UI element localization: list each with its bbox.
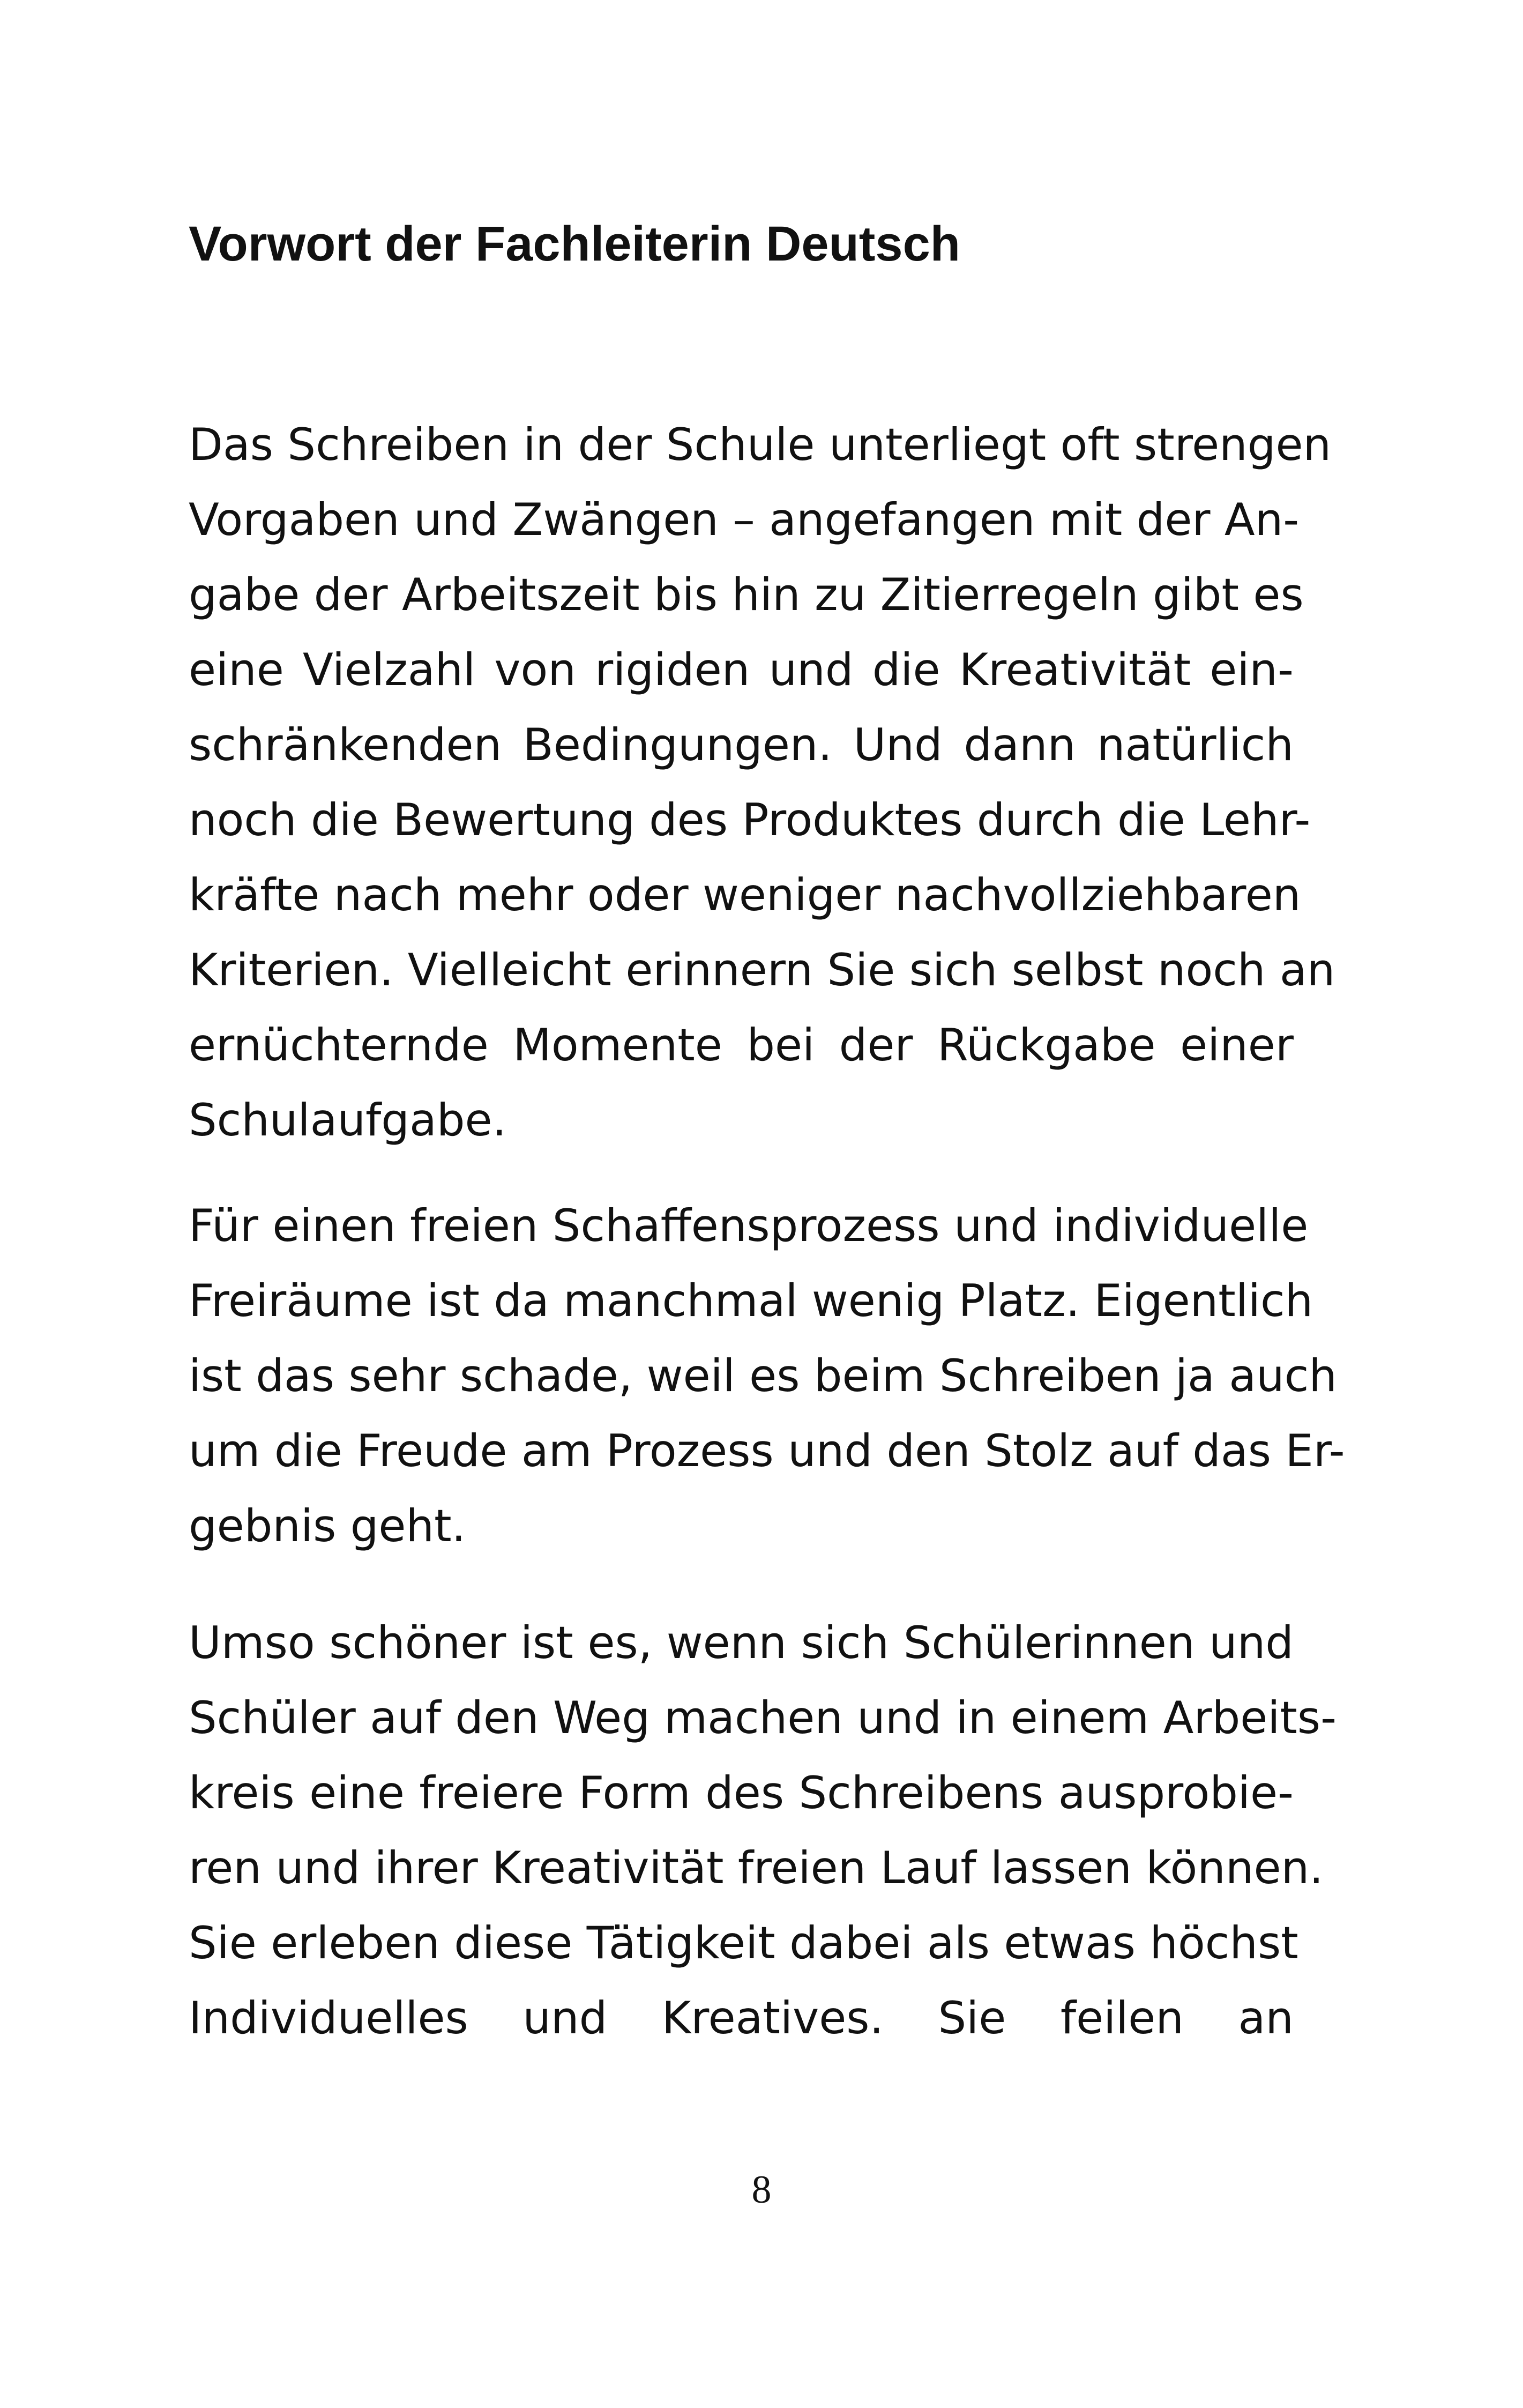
text-line: Vorgaben und Zwängen – angefangen mit der An-	[189, 494, 1300, 546]
text-line: Schüler auf den Weg machen und in einem Arbeits-	[189, 1692, 1337, 1744]
text-line: Freiräume ist da manchmal wenig Platz. Eigentlich	[189, 1275, 1313, 1327]
text-line: ernüchternde Momente bei der Rückgabe einer	[189, 1019, 1294, 1071]
text-line: kräfte nach mehr oder weniger nachvollziehbaren	[189, 869, 1301, 921]
text-line: Kriterien. Vielleicht erinnern Sie sich selbst noch an	[189, 944, 1335, 996]
text-line: Das Schreiben in der Schule unterliegt oft strengen	[189, 419, 1332, 471]
text-line: Sie erleben diese Tätigkeit dabei als etwas höchst	[189, 1917, 1298, 1969]
paragraph-1	[189, 407, 1335, 1158]
text-line: kreis eine freiere Form des Schreibens ausprobie-	[189, 1767, 1294, 1819]
paragraph-2	[189, 1188, 1345, 1564]
text-line: ist das sehr schade, weil es beim Schreiben ja auch	[189, 1350, 1337, 1402]
text-line: Umso schöner ist es, wenn sich Schülerinnen und	[189, 1617, 1294, 1669]
text-line: gebnis geht.	[189, 1500, 466, 1552]
text-line: eine Vielzahl von rigiden und die Kreativität ein-	[189, 644, 1294, 696]
text-line: um die Freude am Prozess und den Stolz auf das Er-	[189, 1425, 1345, 1477]
text-line: Schulaufgabe.	[189, 1094, 506, 1146]
text-line: ren und ihrer Kreativität freien Lauf lassen können.	[189, 1842, 1324, 1894]
text-line: schränkenden Bedingungen. Und dann natürlich	[189, 719, 1294, 771]
paragraph-3	[189, 1606, 1337, 2056]
text-line: gabe der Arbeitszeit bis hin zu Zitierregeln gibt es	[189, 569, 1304, 621]
text-line: noch die Bewertung des Produktes durch die Lehr-	[189, 794, 1311, 846]
page-number: 8	[751, 2168, 772, 2212]
text-line: Für einen freien Schaffensprozess und individuelle	[189, 1200, 1309, 1252]
page-heading: Vorwort der Fachleiterin Deutsch	[189, 217, 960, 271]
text-line: Individuelles und Kreatives. Sie feilen an	[189, 1992, 1294, 2044]
